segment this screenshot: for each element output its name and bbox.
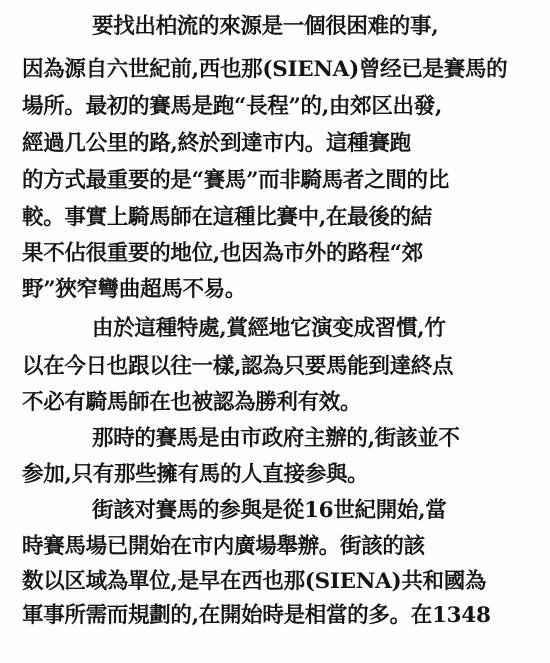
text-line-14: 街該对賽馬的参與是從16世紀開始,當: [92, 498, 447, 523]
text-line-2: 因為源自六世紀前,西也那(SIENA)曾经已是賽馬的: [22, 57, 508, 82]
text-line-9: 由於這種特處,賞經地它演变成習慣,竹: [92, 316, 446, 341]
text-line-8: 野”狹窄彎曲超馬不易。: [22, 277, 247, 302]
text-line-12: 那時的賽馬是由市政府主辦的,街該並不: [92, 426, 460, 451]
text-line-5: 的方式最重要的是“賽馬”而非騎馬者之間的比: [22, 168, 449, 193]
text-line-13: 参加,只有那些擁有馬的人直接参與。: [22, 462, 369, 487]
text-line-3: 場所。最初的賽馬是跑“長程”的,由郊区出發,: [22, 94, 443, 119]
text-line-10: 以在今日也跟以往一樣,認為只要馬能到達終点: [22, 354, 454, 379]
text-line-7: 果不佔很重要的地位,也因為市外的路程“郊: [22, 241, 423, 266]
text-line-17: 軍事所需而規劃的,在開始時是相當的多。在1348: [22, 603, 491, 628]
text-line-4: 經過几公里的路,終於到達市内。這種賽跑: [22, 131, 411, 156]
text-line-1: 要找出柏流的來源是一個很困难的事,: [92, 14, 439, 39]
text-line-15: 時賽馬場已開始在市内廣場舉辦。街該的該: [22, 534, 425, 559]
text-line-16: 数以区域為單位,是早在西也那(SIENA)共和國為: [22, 569, 487, 594]
text-line-6: 較。事實上騎馬師在這種比賽中,在最後的結: [22, 205, 432, 230]
text-line-11: 不必有騎馬師在也被認為勝利有效。: [22, 390, 362, 415]
